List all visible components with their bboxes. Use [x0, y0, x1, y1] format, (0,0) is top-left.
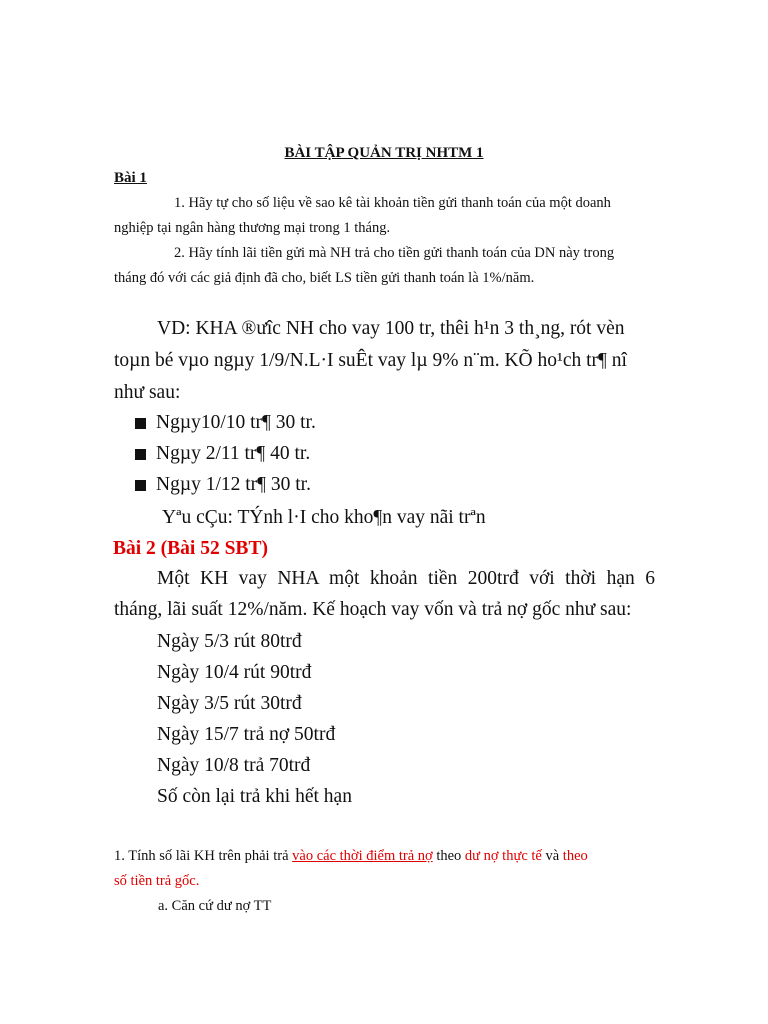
bai1-q2-line1: 2. Hãy tính lãi tiền gửi mà NH trả cho tiền gửi thanh toán của DN này trong — [174, 245, 615, 261]
q1-text-c: và — [541, 848, 563, 864]
bai2-para-line2: tháng, lãi suất 12%/năm. Kế hoạch vay vốn và trả nợ gốc như sau: — [114, 599, 632, 620]
vd-line2: toµn bé vµo ngµy 1/9/N.L·I suÊt vay lµ 9% n¨m. KÕ ho¹ch tr¶ nî — [114, 350, 627, 371]
q1-highlight-actual-balance: dư nợ thực tế — [464, 848, 542, 864]
schedule-item: Ngày 10/4 rút 90trđ — [157, 662, 312, 683]
schedule-item: Ngày 3/5 rút 30trđ — [157, 693, 302, 714]
bai1-heading: Bài 1 — [114, 170, 147, 186]
vd-bullet-text: Ngµy 2/11 tr¶ 40 tr. — [156, 443, 311, 464]
schedule-item: Ngày 10/8 trả 70trđ — [157, 755, 311, 776]
bai1-questions — [114, 191, 614, 291]
q1-text-a: 1. Tính số lãi KH trên phải trả — [114, 848, 293, 864]
schedule-item: Ngày 15/7 trả nợ 50trđ — [157, 724, 336, 745]
vd-line1: VD: KHA ®ưîc NH cho vay 100 tr, thêi h¹n 3 th¸ng, rót vèn — [157, 318, 625, 339]
schedule-item: Số còn lại trả khi hết hạn — [157, 786, 352, 807]
vd-bullet-item — [135, 443, 310, 465]
bai2-q1-line2: số tiền trả gốc. — [114, 873, 200, 889]
bai1-q1-line2: nghiệp tại ngân hàng thương mại trong 1 tháng. — [114, 220, 391, 236]
bai1-q1-line1: 1. Hãy tự cho số liệu về sao kê tài khoản tiền gửi thanh toán của một doanh — [174, 195, 611, 211]
bai1-q2-line2: tháng đó với các giả định đã cho, biết LS tiền gửi thanh toán là 1%/năm. — [114, 270, 535, 286]
q1-text-b: theo — [432, 848, 465, 864]
document-title: BÀI TẬP QUẢN TRỊ NHTM 1 — [284, 145, 484, 161]
vd-request: Yªu cÇu: TÝnh l·I cho kho¶n vay nãi trªn — [162, 507, 486, 528]
q1-highlight-theo: theo — [562, 848, 588, 864]
square-bullet-icon — [135, 480, 146, 491]
vd-bullet-item — [135, 474, 311, 496]
bai2-q1-line1 — [114, 844, 588, 869]
bai2-heading: Bài 2 (Bài 52 SBT) — [113, 538, 268, 559]
vd-bullet-item — [135, 412, 316, 434]
vd-bullet-text: Ngµy10/10 tr¶ 30 tr. — [156, 412, 316, 433]
square-bullet-icon — [135, 418, 146, 429]
square-bullet-icon — [135, 449, 146, 460]
bai2-sub-a: a. Căn cứ dư nợ TT — [158, 898, 272, 914]
vd-line3: như sau: — [114, 382, 181, 403]
schedule-item: Ngày 5/3 rút 80trđ — [157, 631, 302, 652]
vd-bullet-text: Ngµy 1/12 tr¶ 30 tr. — [156, 474, 311, 495]
bai2-para-line1: Một KH vay NHA một khoản tiền 200trđ với thời hạn 6 — [157, 568, 655, 589]
q1-highlight-repayment-times: vào các thời điểm trả nợ — [292, 848, 433, 864]
